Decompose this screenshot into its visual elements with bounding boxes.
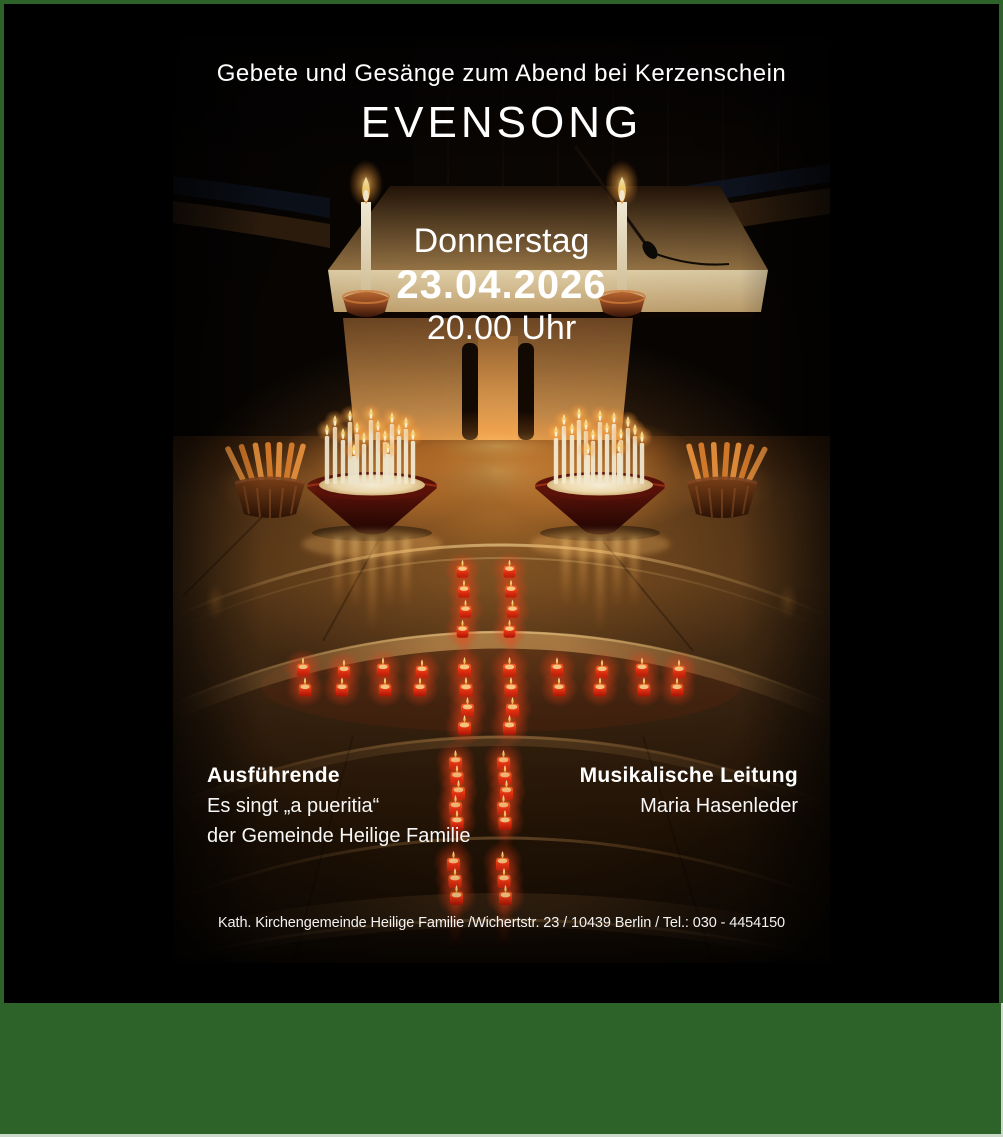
event-time: 20.00 Uhr <box>426 309 577 347</box>
performers-heading: Ausführende <box>207 764 340 787</box>
green-footer-band <box>0 1003 1003 1137</box>
contact-footer: Kath. Kirchengemeinde Heilige Familie /Wichertstr. 23 / 10439 Berlin / Tel.: 030 - 4454150 <box>217 915 786 931</box>
direction-heading: Musikalische Leitung <box>579 764 798 787</box>
performers-block <box>207 760 470 851</box>
event-date: 23.04.2026 <box>396 263 607 307</box>
direction-block <box>580 760 798 821</box>
event-day: Donnerstag <box>413 222 590 260</box>
poster-title: EVENSONG <box>360 98 643 147</box>
performers-parish: der Gemeinde Heilige Familie <box>207 825 471 847</box>
poster-subtitle: Gebete und Gesänge zum Abend bei Kerzenschein <box>216 60 787 87</box>
poster-photo <box>173 36 830 963</box>
performers-choir: Es singt „a pueritia“ <box>207 795 380 817</box>
direction-name: Maria Hasenleder <box>640 795 798 817</box>
